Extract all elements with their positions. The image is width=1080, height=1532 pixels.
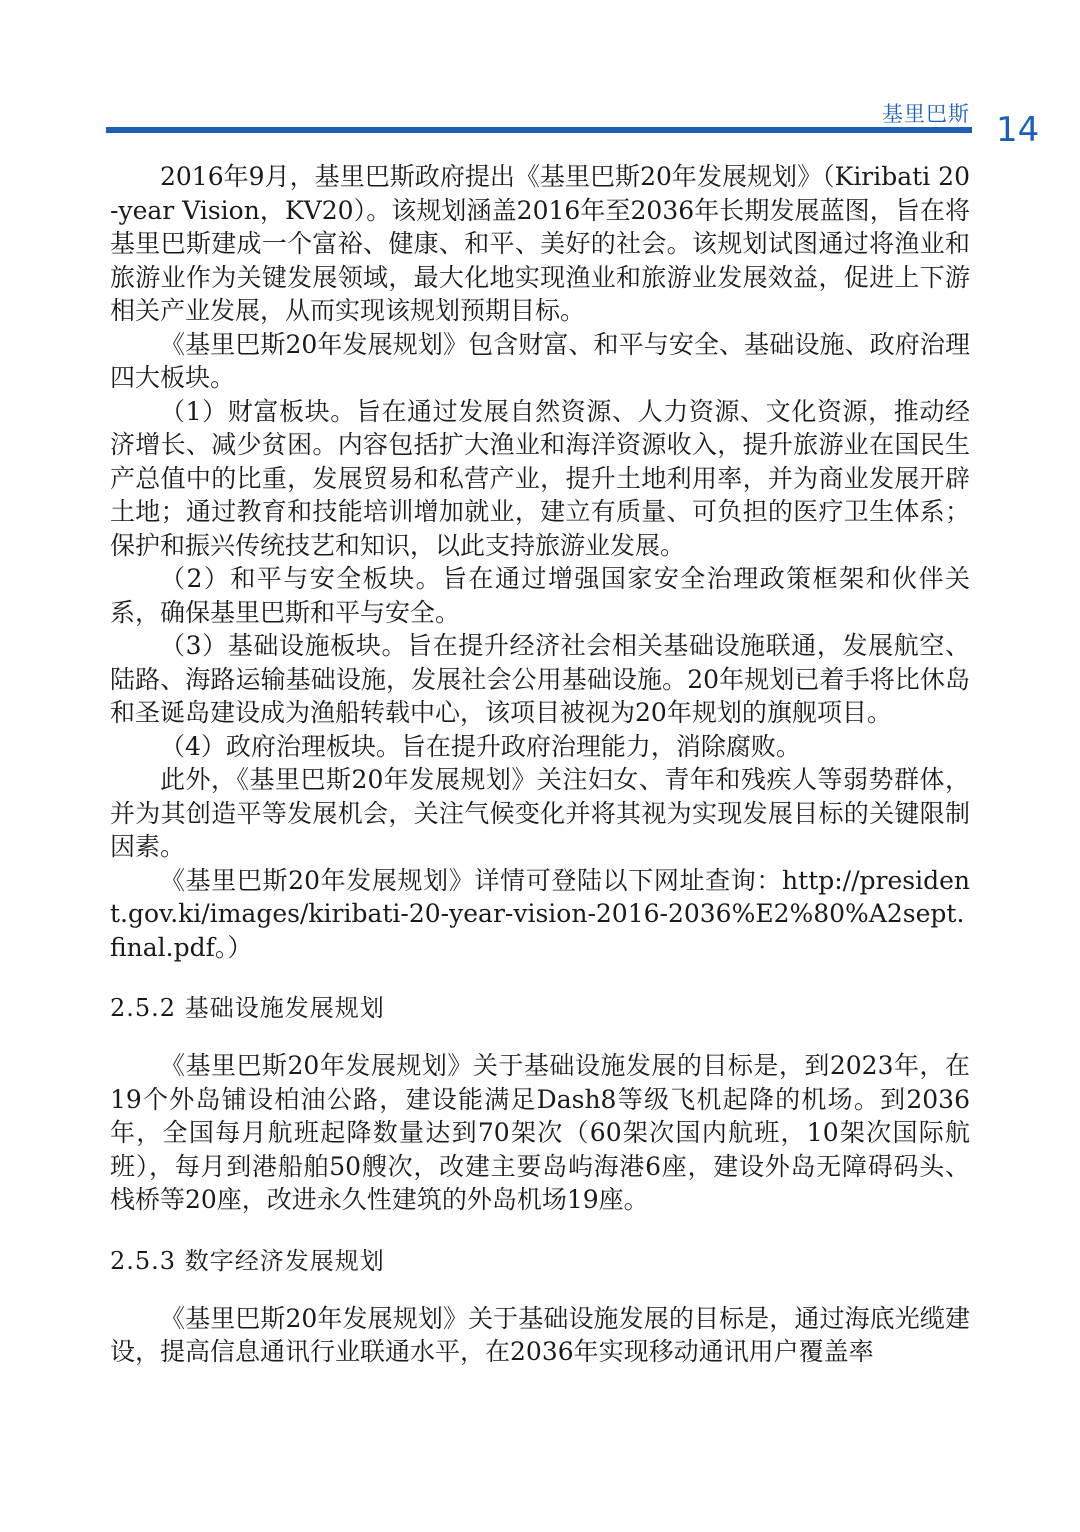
paragraph-reference-url: 《基里巴斯20年发展规划》详情可登陆以下网址查询：http://president.gov.ki/images/kiribati-20-year-vision-2016-2036%E2%80%A2sept.final.pdf。） xyxy=(110,865,970,962)
paragraph-wealth: （1）财富板块。旨在通过发展自然资源、人力资源、文化资源，推动经济增长、减少贫困。内容包括扩大渔业和海洋资源收入，提升旅游业在国民生产总值中的比重，发展贸易和私营产业，提升土地利用率，并为商业发展开辟土地；通过教育和技能培训增加就业，建立有质量、可负担的医疗卫生体系；保护和振兴传统技艺和知识，以此支持旅游业发展。 xyxy=(110,396,970,560)
paragraph-vulnerable-groups: 此外，《基里巴斯20年发展规划》关注妇女、青年和残疾人等弱势群体，并为其创造平等发展机会，关注气候变化并将其视为实现发展目标的关键限制因素。 xyxy=(110,765,970,861)
header-rule xyxy=(106,127,972,133)
paragraph-digital-economy-plan: 《基里巴斯20年发展规划》关于基础设施发展的目标是，通过海底光缆建设，提高信息通讯行业联通水平，在2036年实现移动通讯用户覆盖率 xyxy=(110,1303,970,1366)
paragraph-governance: （4）政府治理板块。旨在提升政府治理能力，消除腐败。 xyxy=(160,731,801,761)
section-heading-2-5-2: 2.5.2 基础设施发展规划 xyxy=(110,994,385,1022)
paragraph-peace-security: （2）和平与安全板块。旨在通过增强国家安全治理政策框架和伙伴关系，确保基里巴斯和平与安全。 xyxy=(110,564,970,627)
paragraph-kv20-intro: 2016年9月，基里巴斯政府提出《基里巴斯20年发展规划》（Kiribati 20-year Vision，KV20）。该规划涵盖2016年至2036年长期发展蓝图，旨在将基里巴斯建成一个富裕、健康、和平、美好的社会。该规划试图通过将渔业和旅游业作为关键发展领域，最大化地实现渔业和旅游业发展效益，促进上下游相关产业发展，从而实现该规划预期目标。 xyxy=(110,162,970,325)
paragraph-four-sections: 《基里巴斯20年发展规划》包含财富、和平与安全、基础设施、政府治理四大板块。 xyxy=(110,329,970,392)
running-header-title: 基里巴斯 xyxy=(882,102,970,126)
paragraph-infrastructure-plan: 《基里巴斯20年发展规划》关于基础设施发展的目标是，到2023年，在19个外岛铺设柏油公路，建设能满足Dash8等级飞机起降的机场。到2036年，全国每月航班起降数量达到70架次（60架次国内航班，10架次国际航班），每月到港船舶50艘次，改建主要岛屿海港6座，建设外岛无障碍码头、栈桥等20座，改进永久性建筑的外岛机场19座。 xyxy=(110,1051,970,1214)
section-heading-2-5-3: 2.5.3 数字经济发展规划 xyxy=(110,1246,385,1275)
paragraph-infrastructure: （3）基础设施板块。旨在提升经济社会相关基础设施联通，发展航空、陆路、海路运输基础设施，发展社会公用基础设施。20年规划已着手将比休岛和圣诞岛建设成为渔船转载中心，该项目被视为20年规划的旗舰项目。 xyxy=(110,631,970,727)
page-body xyxy=(110,160,970,1369)
page-number: 14 xyxy=(996,110,1040,150)
